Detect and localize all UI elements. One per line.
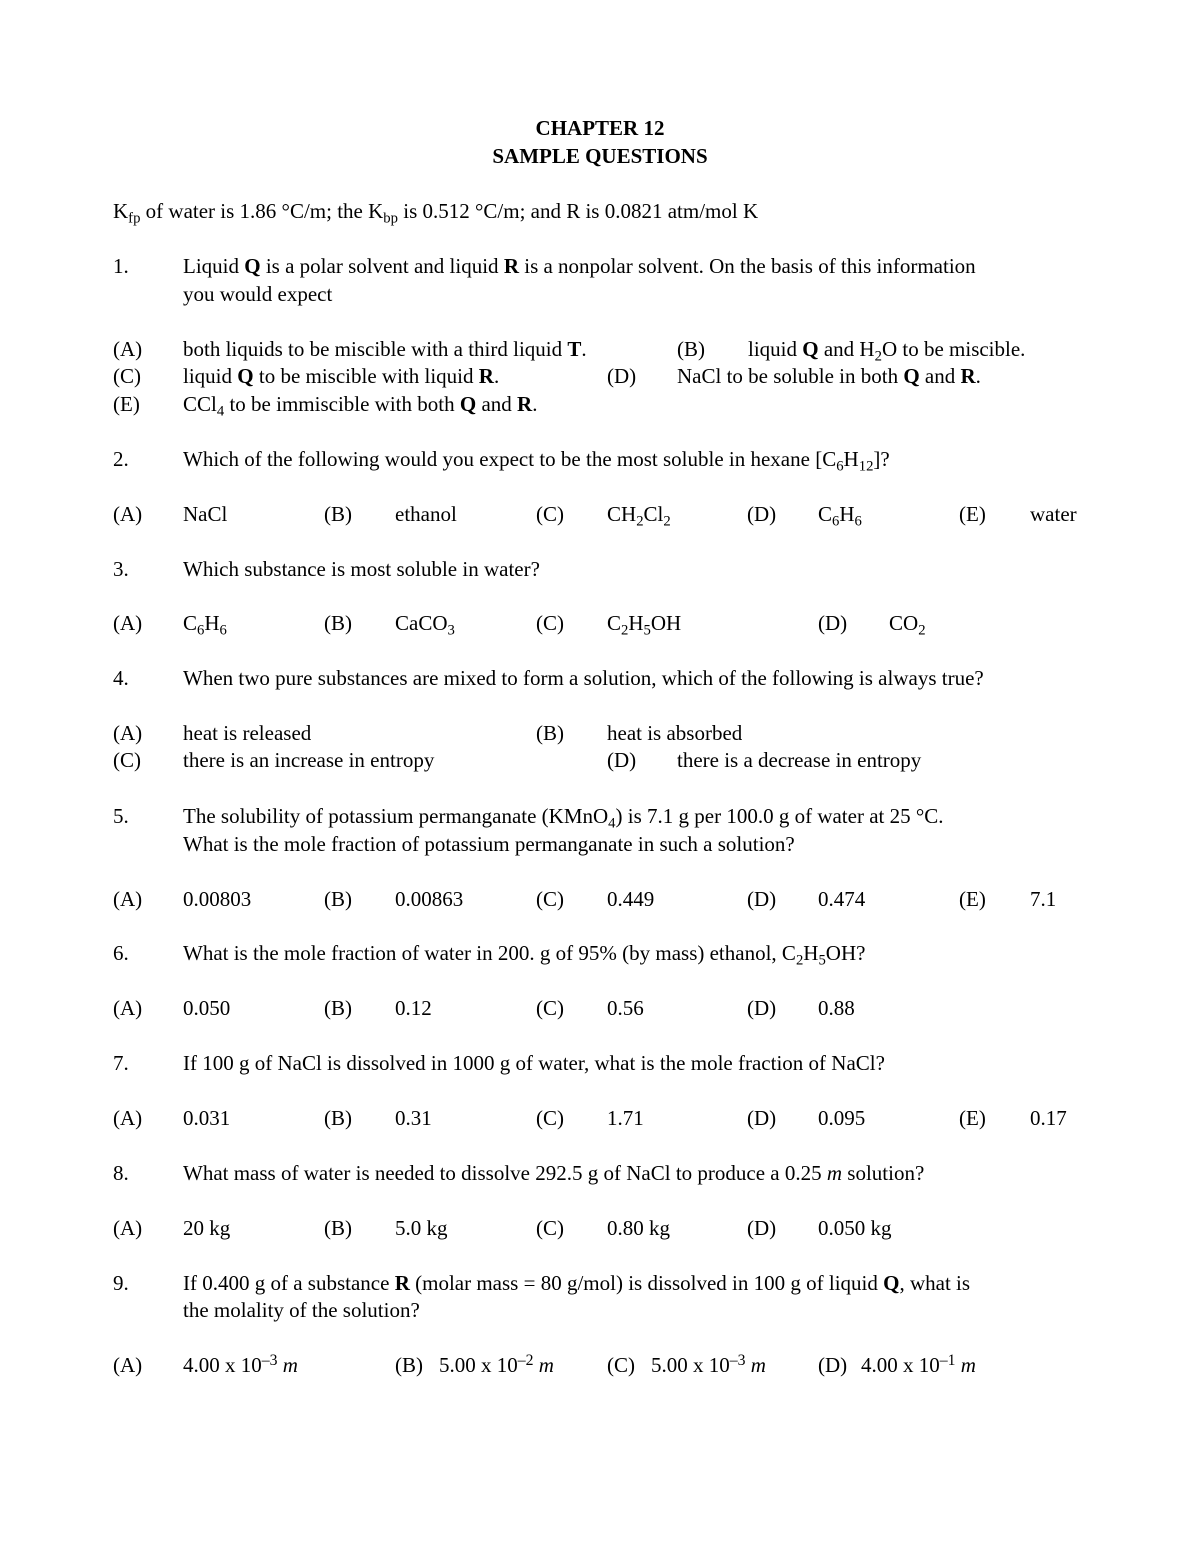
question-text: the molality of the solution?: [183, 1298, 420, 1322]
choice-text: 0.031: [183, 1106, 231, 1130]
choice-text: 5.00 x $10^{-3}$ m: [651, 1351, 766, 1377]
choice-letter: (D): [747, 502, 777, 526]
choice-letter: (C): [536, 502, 564, 526]
choice-text: liquid Q to be miscible with liquid R.: [183, 364, 500, 388]
choice-letter: (D): [607, 364, 637, 388]
constants-line: $K_{fp}$ of water is 1.86 °C/m; the $K_{bp}$ is 0.512 °C/m; and R is 0.0821 atm/mol K: [113, 199, 759, 227]
choice-letter: (B): [324, 502, 352, 526]
question-text: What mass of water is needed to dissolve 292.5 g of NaCl to produce a 0.25 m solution?: [183, 1161, 925, 1185]
choice-text: CCl$_4$ to be immiscible with both Q and R.: [183, 392, 538, 420]
question-text: What is the mole fraction of water in 200. g of 95% (by mass) ethanol, $C_2H_5OH$?: [183, 941, 866, 969]
choice-text: water: [1030, 502, 1077, 526]
choice-text: 1.71: [607, 1106, 644, 1130]
choice-text: $CO_2$: [889, 611, 926, 639]
choice-letter: (B): [324, 611, 352, 635]
choice-letter: (A): [113, 887, 143, 911]
choice-letter: (A): [113, 611, 143, 635]
choice-text: 5.0 kg: [395, 1216, 448, 1240]
choice-text: both liquids to be miscible with a third liquid T.: [183, 337, 587, 361]
question-text: When two pure substances are mixed to form a solution, which of the following is always true?: [183, 666, 984, 690]
choice-letter: (B): [324, 1106, 352, 1130]
choice-text: $C_2H_5OH$: [607, 611, 682, 639]
question-text: The solubility of potassium permanganate (KMnO$_4$) is 7.1 g per 100.0 g of water at 25 °C.: [183, 804, 944, 832]
choice-letter: (C): [536, 611, 564, 635]
question-text: If 100 g of NaCl is dissolved in 1000 g of water, what is the mole fraction of NaCl?: [183, 1051, 885, 1075]
choice-text: 0.88: [818, 996, 855, 1020]
choice-text: 7.1: [1030, 887, 1057, 911]
choice-text: NaCl: [183, 502, 228, 526]
question-number: 5.: [113, 804, 129, 828]
choice-text: ethanol: [395, 502, 457, 526]
choice-text: $CH_2Cl_2$: [607, 502, 671, 530]
choice-letter: (A): [113, 996, 143, 1020]
choice-letter: (D): [818, 1353, 848, 1377]
question-number: 1.: [113, 254, 129, 278]
choice-text: 4.00 x $10^{-3}$ m: [183, 1351, 298, 1377]
choice-letter: (A): [113, 337, 143, 361]
choice-text: CaCO$_3$: [395, 611, 455, 639]
choice-letter: (E): [113, 392, 140, 416]
choice-letter: (B): [324, 996, 352, 1020]
choice-text: 0.474: [818, 887, 866, 911]
choice-text: 0.449: [607, 887, 655, 911]
question-number: 4.: [113, 666, 129, 690]
choice-letter: (C): [113, 748, 141, 772]
choice-text: $C_6H_6$: [183, 611, 227, 639]
question-number: 6.: [113, 941, 129, 965]
choice-letter: (A): [113, 1106, 143, 1130]
choice-text: there is an increase in entropy: [183, 748, 435, 772]
choice-letter: (D): [747, 1106, 777, 1130]
choice-letter: (C): [536, 996, 564, 1020]
choice-text: 4.00 x $10^{-1}$ m: [861, 1351, 976, 1377]
chapter-title: CHAPTER 12: [535, 116, 665, 140]
question-number: 3.: [113, 557, 129, 581]
choice-letter: (B): [395, 1353, 423, 1377]
choice-text: 0.00863: [395, 887, 464, 911]
choice-letter: (A): [113, 1216, 143, 1240]
choice-letter: (C): [536, 887, 564, 911]
choice-text: 20 kg: [183, 1216, 231, 1240]
question-text: If 0.400 g of a substance R (molar mass = 80 g/mol) is dissolved in 100 g of liquid Q, what is: [183, 1271, 971, 1295]
choice-text: 0.050 kg: [818, 1216, 892, 1240]
choice-text: 5.00 x $10^{-2}$ m: [439, 1351, 554, 1377]
choice-letter: (E): [959, 502, 986, 526]
choice-text: 0.12: [395, 996, 432, 1020]
choice-letter: (C): [607, 1353, 635, 1377]
choice-text: $C_6H_6$: [818, 502, 862, 530]
question-text: you would expect: [183, 282, 333, 306]
choice-text: 0.050: [183, 996, 231, 1020]
choice-text: NaCl to be soluble in both Q and R.: [677, 364, 981, 388]
question-text: Liquid Q is a polar solvent and liquid R is a nonpolar solvent. On the basis of this information: [183, 254, 976, 278]
choice-letter: (D): [747, 1216, 777, 1240]
choice-text: 0.31: [395, 1106, 432, 1130]
question-number: 9.: [113, 1271, 129, 1295]
choice-text: heat is absorbed: [607, 721, 743, 745]
choice-letter: (C): [113, 364, 141, 388]
choice-text: 0.17: [1030, 1106, 1067, 1130]
choice-letter: (D): [607, 748, 637, 772]
choice-letter: (D): [818, 611, 848, 635]
question-text: What is the mole fraction of potassium permanganate in such a solution?: [183, 832, 795, 856]
choice-letter: (B): [324, 887, 352, 911]
choice-letter: (A): [113, 721, 143, 745]
choice-letter: (B): [536, 721, 564, 745]
choice-letter: (A): [113, 1353, 143, 1377]
choice-text: there is a decrease in entropy: [677, 748, 922, 772]
choice-text: 0.095: [818, 1106, 866, 1130]
choice-text: 0.56: [607, 996, 644, 1020]
page-subtitle: SAMPLE QUESTIONS: [492, 144, 708, 168]
choice-text: 0.80 kg: [607, 1216, 670, 1240]
choice-letter: (B): [677, 337, 705, 361]
choice-text: liquid Q and $H_2O$ to be miscible.: [748, 337, 1026, 365]
choice-text: 0.00803: [183, 887, 252, 911]
choice-letter: (E): [959, 887, 986, 911]
choice-letter: (A): [113, 502, 143, 526]
choice-letter: (B): [324, 1216, 352, 1240]
question-number: 8.: [113, 1161, 129, 1185]
choice-letter: (E): [959, 1106, 986, 1130]
choice-letter: (C): [536, 1106, 564, 1130]
question-text: Which of the following would you expect to be the most soluble in hexane $[C_6H_{12}]$?: [183, 447, 890, 475]
question-text: Which substance is most soluble in water?: [183, 557, 540, 581]
choice-letter: (D): [747, 996, 777, 1020]
choice-text: heat is released: [183, 721, 312, 745]
question-number: 7.: [113, 1051, 129, 1075]
question-number: 2.: [113, 447, 129, 471]
choice-letter: (C): [536, 1216, 564, 1240]
choice-letter: (D): [747, 887, 777, 911]
